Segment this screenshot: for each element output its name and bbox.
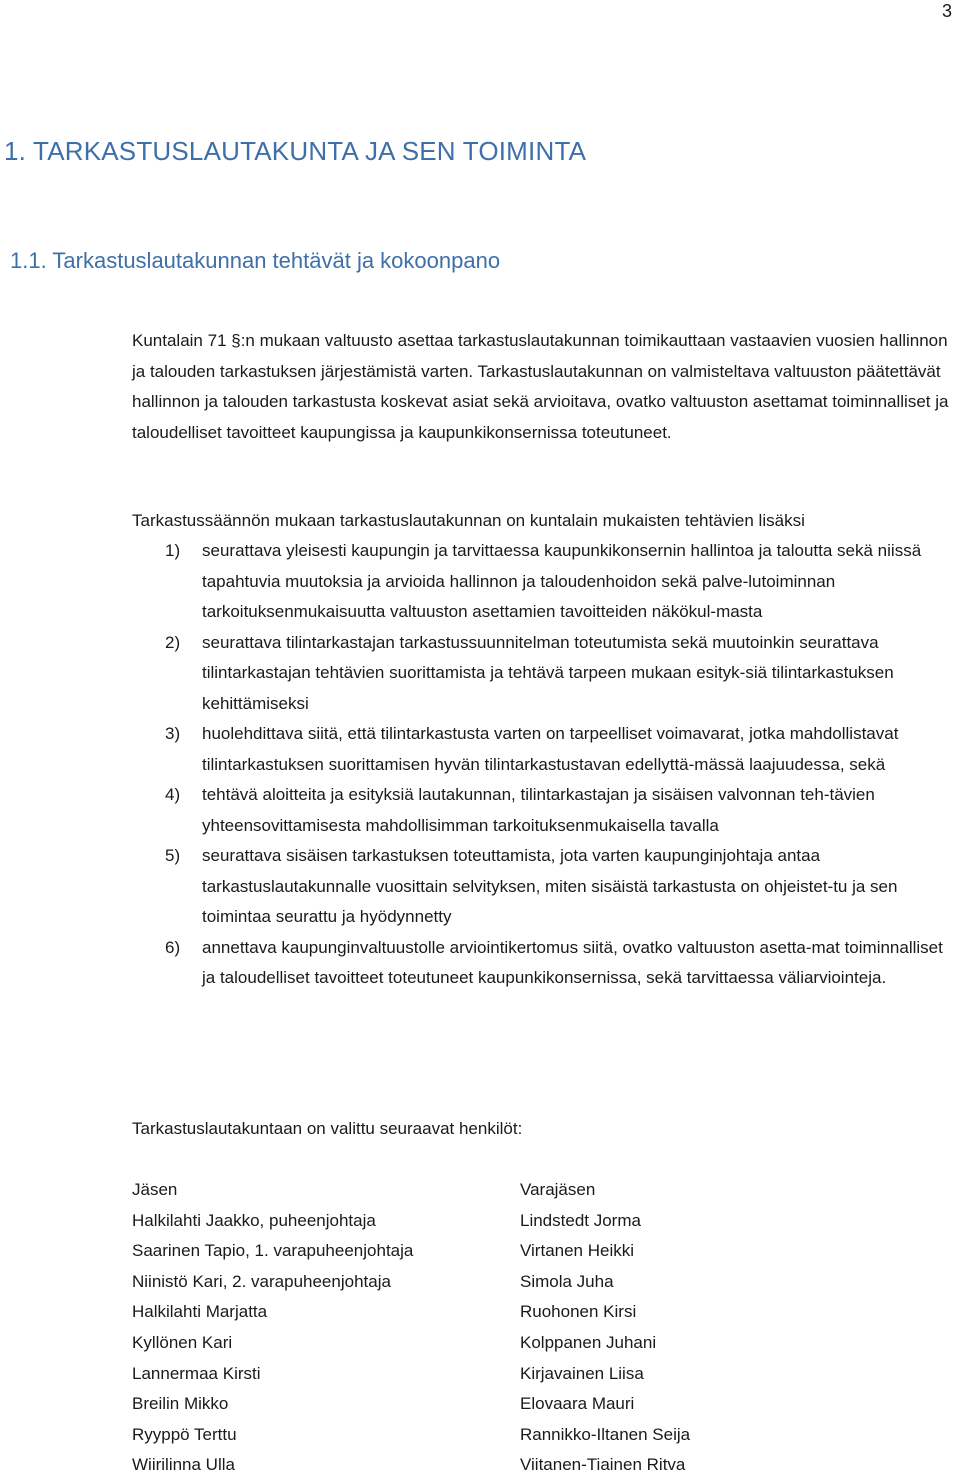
list-item	[132, 841, 952, 933]
deputy-name: Elovaara Mauri	[520, 1394, 635, 1414]
deputy-name: Kirjavainen Liisa	[520, 1363, 644, 1383]
subsection-heading: 1.1. Tarkastuslautakunnan tehtävät ja kokoonpano	[10, 248, 501, 273]
list-item	[132, 719, 952, 780]
list-item-text: huolehdittava siitä, että tilintarkastusta varten on tarpeelliset voimavarat, jotka mahdollistavat tilintarkastuksen suorittamisen hyvän tilintarkastustavan edellyttä-mässä laajuudessa, sekä	[202, 724, 899, 774]
list-item-number: 6)	[165, 937, 181, 957]
list-item-number: 2)	[165, 632, 181, 652]
list-item-number: 4)	[165, 785, 181, 804]
column-header-deputy: Varajäsen	[520, 1180, 596, 1199]
member-name: Breilin Mikko	[132, 1394, 229, 1414]
list-item-text: annettava kaupunginvaltuustolle arviointikertomus siitä, ovatko valtuuston asetta-mat toiminnalliset ja taloudelliset tavoitteet toteutuneet kaupunkikonsernissa, sekä tarvittaessa väliarviointeja.	[202, 937, 943, 987]
member-name: Wiirilinna Ulla	[132, 1455, 235, 1475]
member-name: Niinistö Kari, 2. varapuheenjohtaja	[132, 1271, 391, 1291]
members-intro: Tarkastuslautakuntaan on valittu seuraavat henkilöt:	[132, 1119, 523, 1138]
section-heading: 1. TARKASTUSLAUTAKUNTA JA SEN TOIMINTA	[4, 136, 587, 166]
deputy-name: Ruohonen Kirsi	[520, 1302, 637, 1322]
deputy-name: Lindstedt Jorma	[520, 1210, 641, 1230]
duties-list	[132, 536, 952, 994]
member-name: Kyllönen Kari	[132, 1332, 233, 1352]
member-name: Lannermaa Kirsti	[132, 1363, 261, 1383]
duties-intro: Tarkastussäännön mukaan tarkastuslautakunnan on kuntalain mukaisten tehtävien lisäksi	[132, 511, 805, 530]
page-number: 3	[941, 1, 952, 21]
deputy-name: Simola Juha	[520, 1271, 614, 1291]
deputy-name: Rannikko-Iltanen Seija	[520, 1424, 691, 1444]
list-item-number: 3)	[165, 724, 181, 743]
member-name: Halkilahti Jaakko, puheenjohtaja	[132, 1210, 376, 1230]
deputy-name: Virtanen Heikki	[520, 1241, 635, 1261]
list-item	[132, 536, 952, 628]
list-item-number: 1)	[165, 541, 181, 560]
deputy-name: Viitanen-Tiainen Ritva	[520, 1455, 686, 1475]
list-item-text: tehtävä aloitteita ja esityksiä lautakunnan, tilintarkastajan ja sisäisen valvonnan teh-tävien yhteensovittamisesta mahdollisimman tarkoituksenmukaisella tavalla	[202, 785, 875, 835]
list-item	[132, 933, 952, 994]
list-item-text: seurattava tilintarkastajan tarkastussuunnitelman toteutumista sekä muutoinkin seurattava tilintarkastajan tehtävien suorittamista ja tehtävä tarpeen mukaan esityk-siä tilintarkastuksen kehittämiseksi	[202, 632, 894, 713]
members-column	[132, 1175, 413, 1481]
intro-paragraph: Kuntalain 71 §:n mukaan valtuusto asettaa tarkastuslautakunnan toimikauttaan vastaavien vuosien hallinnon ja talouden tarkastuksen järjestämistä varten. Tarkastuslautakunnan on valmisteltava valtuuston päätettävät hallinnon ja talouden tarkastusta koskevat asiat sekä arvioitava, ovatko valtuuston asettamat toiminnalliset ja taloudelliset tavoitteet kaupungissa ja kaupunkikonsernissa toteutuneet.	[132, 331, 949, 442]
list-item	[132, 628, 952, 720]
list-item	[132, 780, 952, 841]
list-item-number: 5)	[165, 846, 181, 865]
column-header-member: Jäsen	[132, 1180, 178, 1199]
member-name: Halkilahti Marjatta	[132, 1302, 268, 1322]
list-item-text: seurattava sisäisen tarkastuksen toteuttamista, jota varten kaupunginjohtaja antaa tarkastuslautakunnalle vuosittain selvityksen, miten sisäistä tarkastusta on ohjeistet-tu ja sen toimintaa seurattu ja hyödynnetty	[202, 846, 898, 926]
member-name: Ryyppö Terttu	[132, 1424, 237, 1444]
deputy-name: Kolppanen Juhani	[520, 1332, 657, 1352]
member-name: Saarinen Tapio, 1. varapuheenjohtaja	[132, 1241, 414, 1261]
deputies-column	[520, 1175, 690, 1481]
list-item-text: seurattava yleisesti kaupungin ja tarvittaessa kaupunkikonsernin hallintoa ja taloutta sekä niissä tapahtuvia muutoksia ja arvioida hallinnon ja taloudenhoidon sekä palve-lutoiminnan tarkoituksenmukaisuutta valtuuston asettamien tavoitteiden näkökul-masta	[202, 541, 922, 621]
